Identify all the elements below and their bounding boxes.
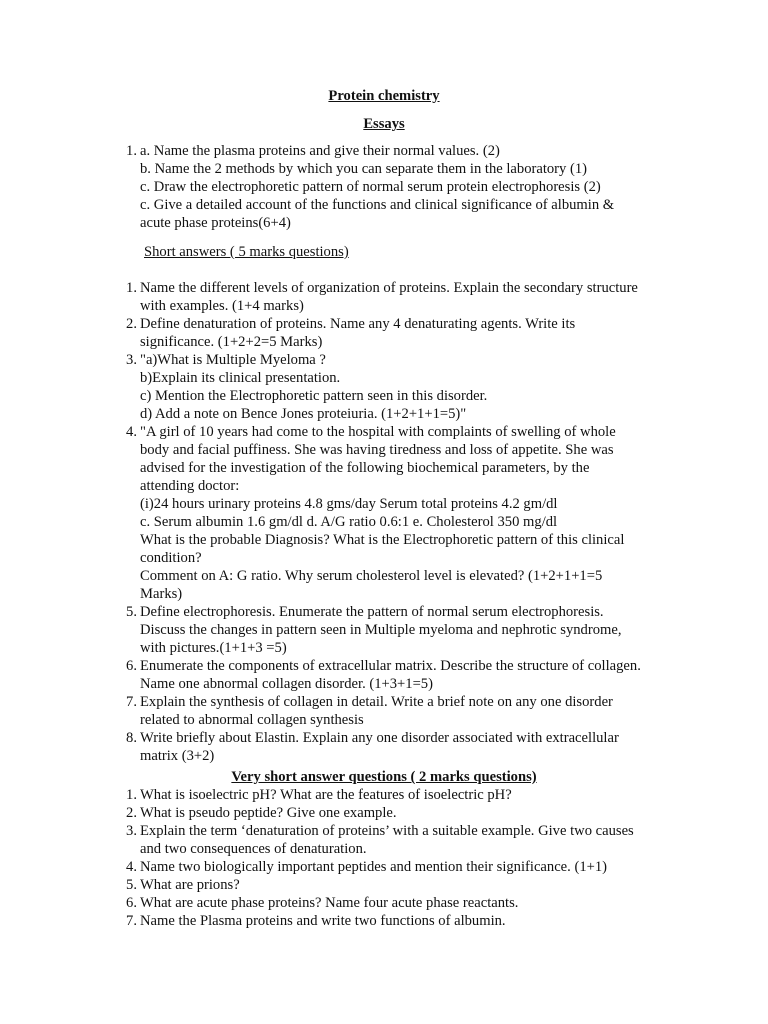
list-item xyxy=(115,894,675,912)
list-item-text: a. Name the plasma proteins and give their normal values. (2) b. Name the 2 methods by which you can separate them in the laboratory (1) c. Draw the electrophoretic pattern of normal serum protein electrophoresis (2) c. Give a detailed account of the functions and clinical significance of albumin & acute phase proteins(6+4) xyxy=(140,143,615,231)
list-item-text: Name the Plasma proteins and write two functions of albumin. xyxy=(140,913,506,929)
list-item xyxy=(115,351,675,423)
list-item xyxy=(115,603,675,657)
list-item xyxy=(115,315,675,351)
list-item-text: Name the different levels of organization of proteins. Explain the secondary structure with examples. (1+4 marks) xyxy=(140,280,638,314)
list-item xyxy=(115,142,675,232)
list-item-text: Define denaturation of proteins. Name any 4 denaturating agents. Write its significance. (1+2+2=5 Marks) xyxy=(140,316,576,350)
section-heading-essays: Essays xyxy=(363,116,405,132)
list-item-number: 7. xyxy=(126,694,137,710)
list-item-text: Enumerate the components of extracellular matrix. Describe the structure of collagen. Name one abnormal collagen disorder. (1+3+1=5) xyxy=(140,658,641,692)
list-item-text: Name two biologically important peptides and mention their significance. (1+1) xyxy=(140,859,607,875)
list-item-text: "a)What is Multiple Myeloma ? b)Explain its clinical presentation. c) Mention the Electrophoretic pattern seen in this disorder. d) Add a note on Bence Jones proteiuria. (1+2+1+1=5)" xyxy=(140,352,488,422)
list-item xyxy=(115,279,675,315)
list-item xyxy=(115,423,675,603)
list-item-number: 5. xyxy=(126,877,137,893)
list-item-number: 6. xyxy=(126,895,137,911)
list-item-text: What are acute phase proteins? Name four acute phase reactants. xyxy=(140,895,519,911)
list-item-number: 3. xyxy=(126,352,137,368)
list-item-number: 2. xyxy=(126,316,137,332)
list-item-text: What is isoelectric pH? What are the features of isoelectric pH? xyxy=(140,787,512,803)
list-item-text: Write briefly about Elastin. Explain any one disorder associated with extracellular matrix (3+2) xyxy=(140,730,619,764)
list-item-number: 1. xyxy=(126,143,137,159)
list-item xyxy=(115,804,675,822)
list-item-text: Explain the term ‘denaturation of proteins’ with a suitable example. Give two causes and two consequences of denaturation. xyxy=(140,823,634,857)
list-item-number: 4. xyxy=(126,424,137,440)
list-item-number: 6. xyxy=(126,658,137,674)
list-item-text: Define electrophoresis. Enumerate the pattern of normal serum electrophoresis. Discuss the changes in pattern seen in Multiple myeloma and nephrotic syndrome, with pictures.(1+1+3 =5) xyxy=(140,604,622,656)
list-item xyxy=(115,822,675,858)
list-item-number: 2. xyxy=(126,805,137,821)
list-item xyxy=(115,876,675,894)
document-title: Protein chemistry xyxy=(328,88,440,104)
list-item-text: What are prions? xyxy=(140,877,240,893)
list-item-number: 1. xyxy=(126,280,137,296)
list-item-text: What is pseudo peptide? Give one example. xyxy=(140,805,397,821)
section-heading-short-answers: Short answers ( 5 marks questions) xyxy=(144,244,349,260)
list-item xyxy=(115,858,675,876)
list-item-number: 1. xyxy=(126,787,137,803)
list-item-number: 5. xyxy=(126,604,137,620)
list-item xyxy=(115,912,675,930)
list-item-number: 3. xyxy=(126,823,137,839)
short-answers-list xyxy=(115,279,675,765)
list-item xyxy=(115,729,675,765)
list-item-text: Explain the synthesis of collagen in detail. Write a brief note on any one disorder related to abnormal collagen synthesis xyxy=(140,694,613,728)
list-item xyxy=(115,693,675,729)
essays-list xyxy=(115,142,675,232)
list-item xyxy=(115,657,675,693)
list-item-number: 8. xyxy=(126,730,137,746)
list-item xyxy=(115,786,675,804)
list-item-number: 7. xyxy=(126,913,137,929)
list-item-number: 4. xyxy=(126,859,137,875)
very-short-list xyxy=(115,786,675,930)
section-heading-very-short: Very short answer questions ( 2 marks questions) xyxy=(231,769,537,785)
list-item-text: "A girl of 10 years had come to the hospital with complaints of swelling of whole body and facial puffiness. She was having tiredness and loss of appetite. She was advised for the investigation of the following biochemical parameters, by the attending doctor: (i)24 hours urinary proteins 4.8 gms/day Serum total proteins 4.2 gm/dl c. Serum albumin 1.6 gm/dl d. A/G ratio 0.6:1 e. Cholesterol 350 mg/dl What is the probable Diagnosis? What is the Electrophoretic pattern of this clinical condition? Comment on A: G ratio. Why serum cholesterol level is elevated? (1+2+1+1=5 Marks) xyxy=(140,424,625,602)
